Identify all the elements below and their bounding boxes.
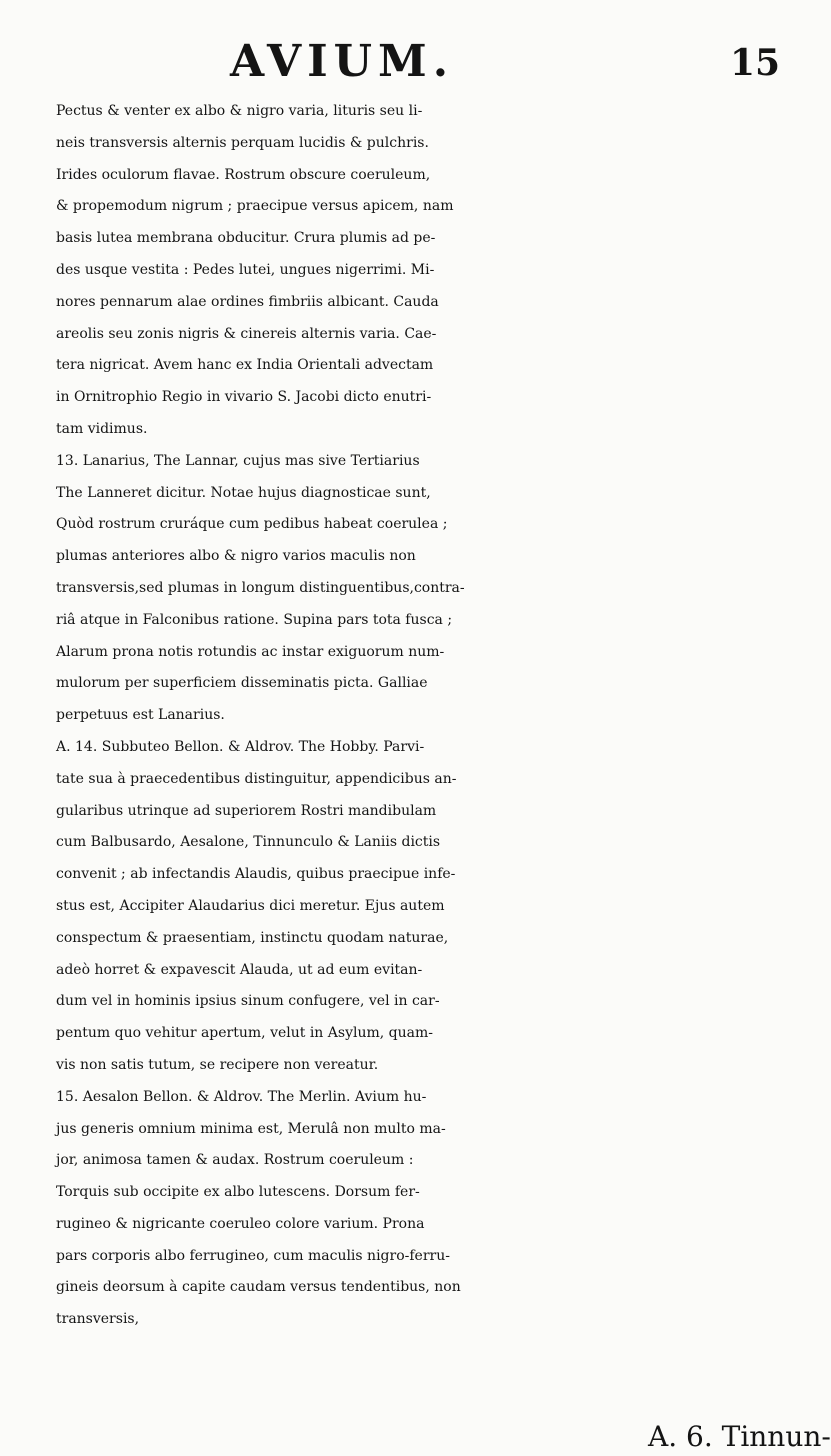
catchword: A. 6. Tinnun- [648, 1420, 831, 1453]
text-line: stus est, Accipiter Alaudarius dici meretur. Ejus autem [56, 897, 445, 914]
text-line: adeò horret & expavescit Alauda, ut ad eum evitan- [56, 961, 423, 978]
text-line: conspectum & praesentiam, instinctu quodam naturae, [56, 929, 449, 946]
text-line: pars corporis albo ferrugineo, cum maculis nigro-ferru- [56, 1247, 450, 1264]
text-line: tate sua à praecedentibus distinguitur, appendicibus an- [56, 770, 457, 787]
text-line: convenit ; ab infectandis Alaudis, quibus praecipue infe- [56, 866, 456, 883]
text-line: Quòd rostrum cruráque cum pedibus habeat coerulea ; [56, 516, 448, 533]
text-line: in Ornitrophio Regio in vivario S. Jacobi dicto enutri- [56, 389, 432, 406]
text-line: rugineo & nigricante coeruleo colore varium. Prona [56, 1215, 425, 1232]
text-line: pentum quo vehitur apertum, velut in Asylum, quam- [56, 1025, 433, 1042]
text-line: gularibus utrinque ad superiorem Rostri mandibulam [56, 802, 437, 819]
text-line: cum Balbusardo, Aesalone, Tinnunculo & Laniis dictis [56, 834, 441, 851]
text-line: Irides oculorum flavae. Rostrum obscure coeruleum, [56, 166, 431, 183]
text-line: jor, animosa tamen & audax. Rostrum coeruleum : [56, 1152, 414, 1169]
text-line: jus generis omnium minima est, Merulâ non multo ma- [56, 1120, 446, 1137]
text-line: nores pennarum alae ordines fimbriis albicant. Cauda [56, 293, 439, 310]
text-line: tam vidimus. [56, 420, 148, 437]
text-line: 15. Aesalon Bellon. & Aldrov. The Merlin. Avium hu- [56, 1088, 427, 1105]
text-line: transversis,sed plumas in longum distinguentibus,contra- [56, 579, 465, 596]
text-line: mulorum per superficiem disseminatis picta. Galliae [56, 675, 428, 692]
text-line: vis non satis tutum, se recipere non vereatur. [56, 1056, 379, 1073]
text-line: Torquis sub occipite ex albo lutescens. Dorsum fer- [56, 1184, 420, 1201]
text-line: perpetuus est Lanarius. [56, 707, 225, 724]
text-line: Pectus & venter ex albo & nigro varia, lituris seu li- [56, 103, 423, 119]
text-line: & propemodum nigrum ; praecipue versus apicem, nam [56, 198, 454, 215]
text-line: plumas anteriores albo & nigro varios maculis non [56, 548, 416, 565]
text-line: areolis seu zonis nigris & cinereis alternis varia. Cae- [56, 325, 437, 342]
page-number: 15 [730, 42, 781, 84]
page-header [0, 36, 800, 86]
text-line: tera nigricat. Avem hanc ex India Orientali advectam [56, 357, 434, 374]
text-line: 13. Lanarius, The Lannar, cujus mas sive Tertiarius [56, 452, 420, 469]
text-line: The Lanneret dicitur. Notae hujus diagnosticae sunt, [56, 484, 431, 501]
text-line: gineis deorsum à capite caudam versus tendentibus, non [56, 1279, 461, 1296]
text-line: basis lutea membrana obducitur. Crura plumis ad pe- [56, 230, 436, 247]
text-line: des usque vestita : Pedes lutei, ungues nigerrimi. Mi- [56, 261, 435, 278]
text-line: riâ atque in Falconibus ratione. Supina pars tota fusca ; [56, 611, 453, 628]
text-line: transversis, [56, 1311, 140, 1328]
body-text [56, 96, 776, 1336]
running-title: AVIUM. [230, 36, 455, 87]
text-line: Alarum prona notis rotundis ac instar exiguorum num- [56, 643, 445, 660]
text-line: neis transversis alternis perquam lucidis & pulchris. [56, 134, 429, 151]
text-line: dum vel in hominis ipsius sinum confugere, vel in car- [56, 993, 440, 1010]
text-line: A. 14. Subbuteo Bellon. & Aldrov. The Hobby. Parvi- [56, 738, 425, 755]
